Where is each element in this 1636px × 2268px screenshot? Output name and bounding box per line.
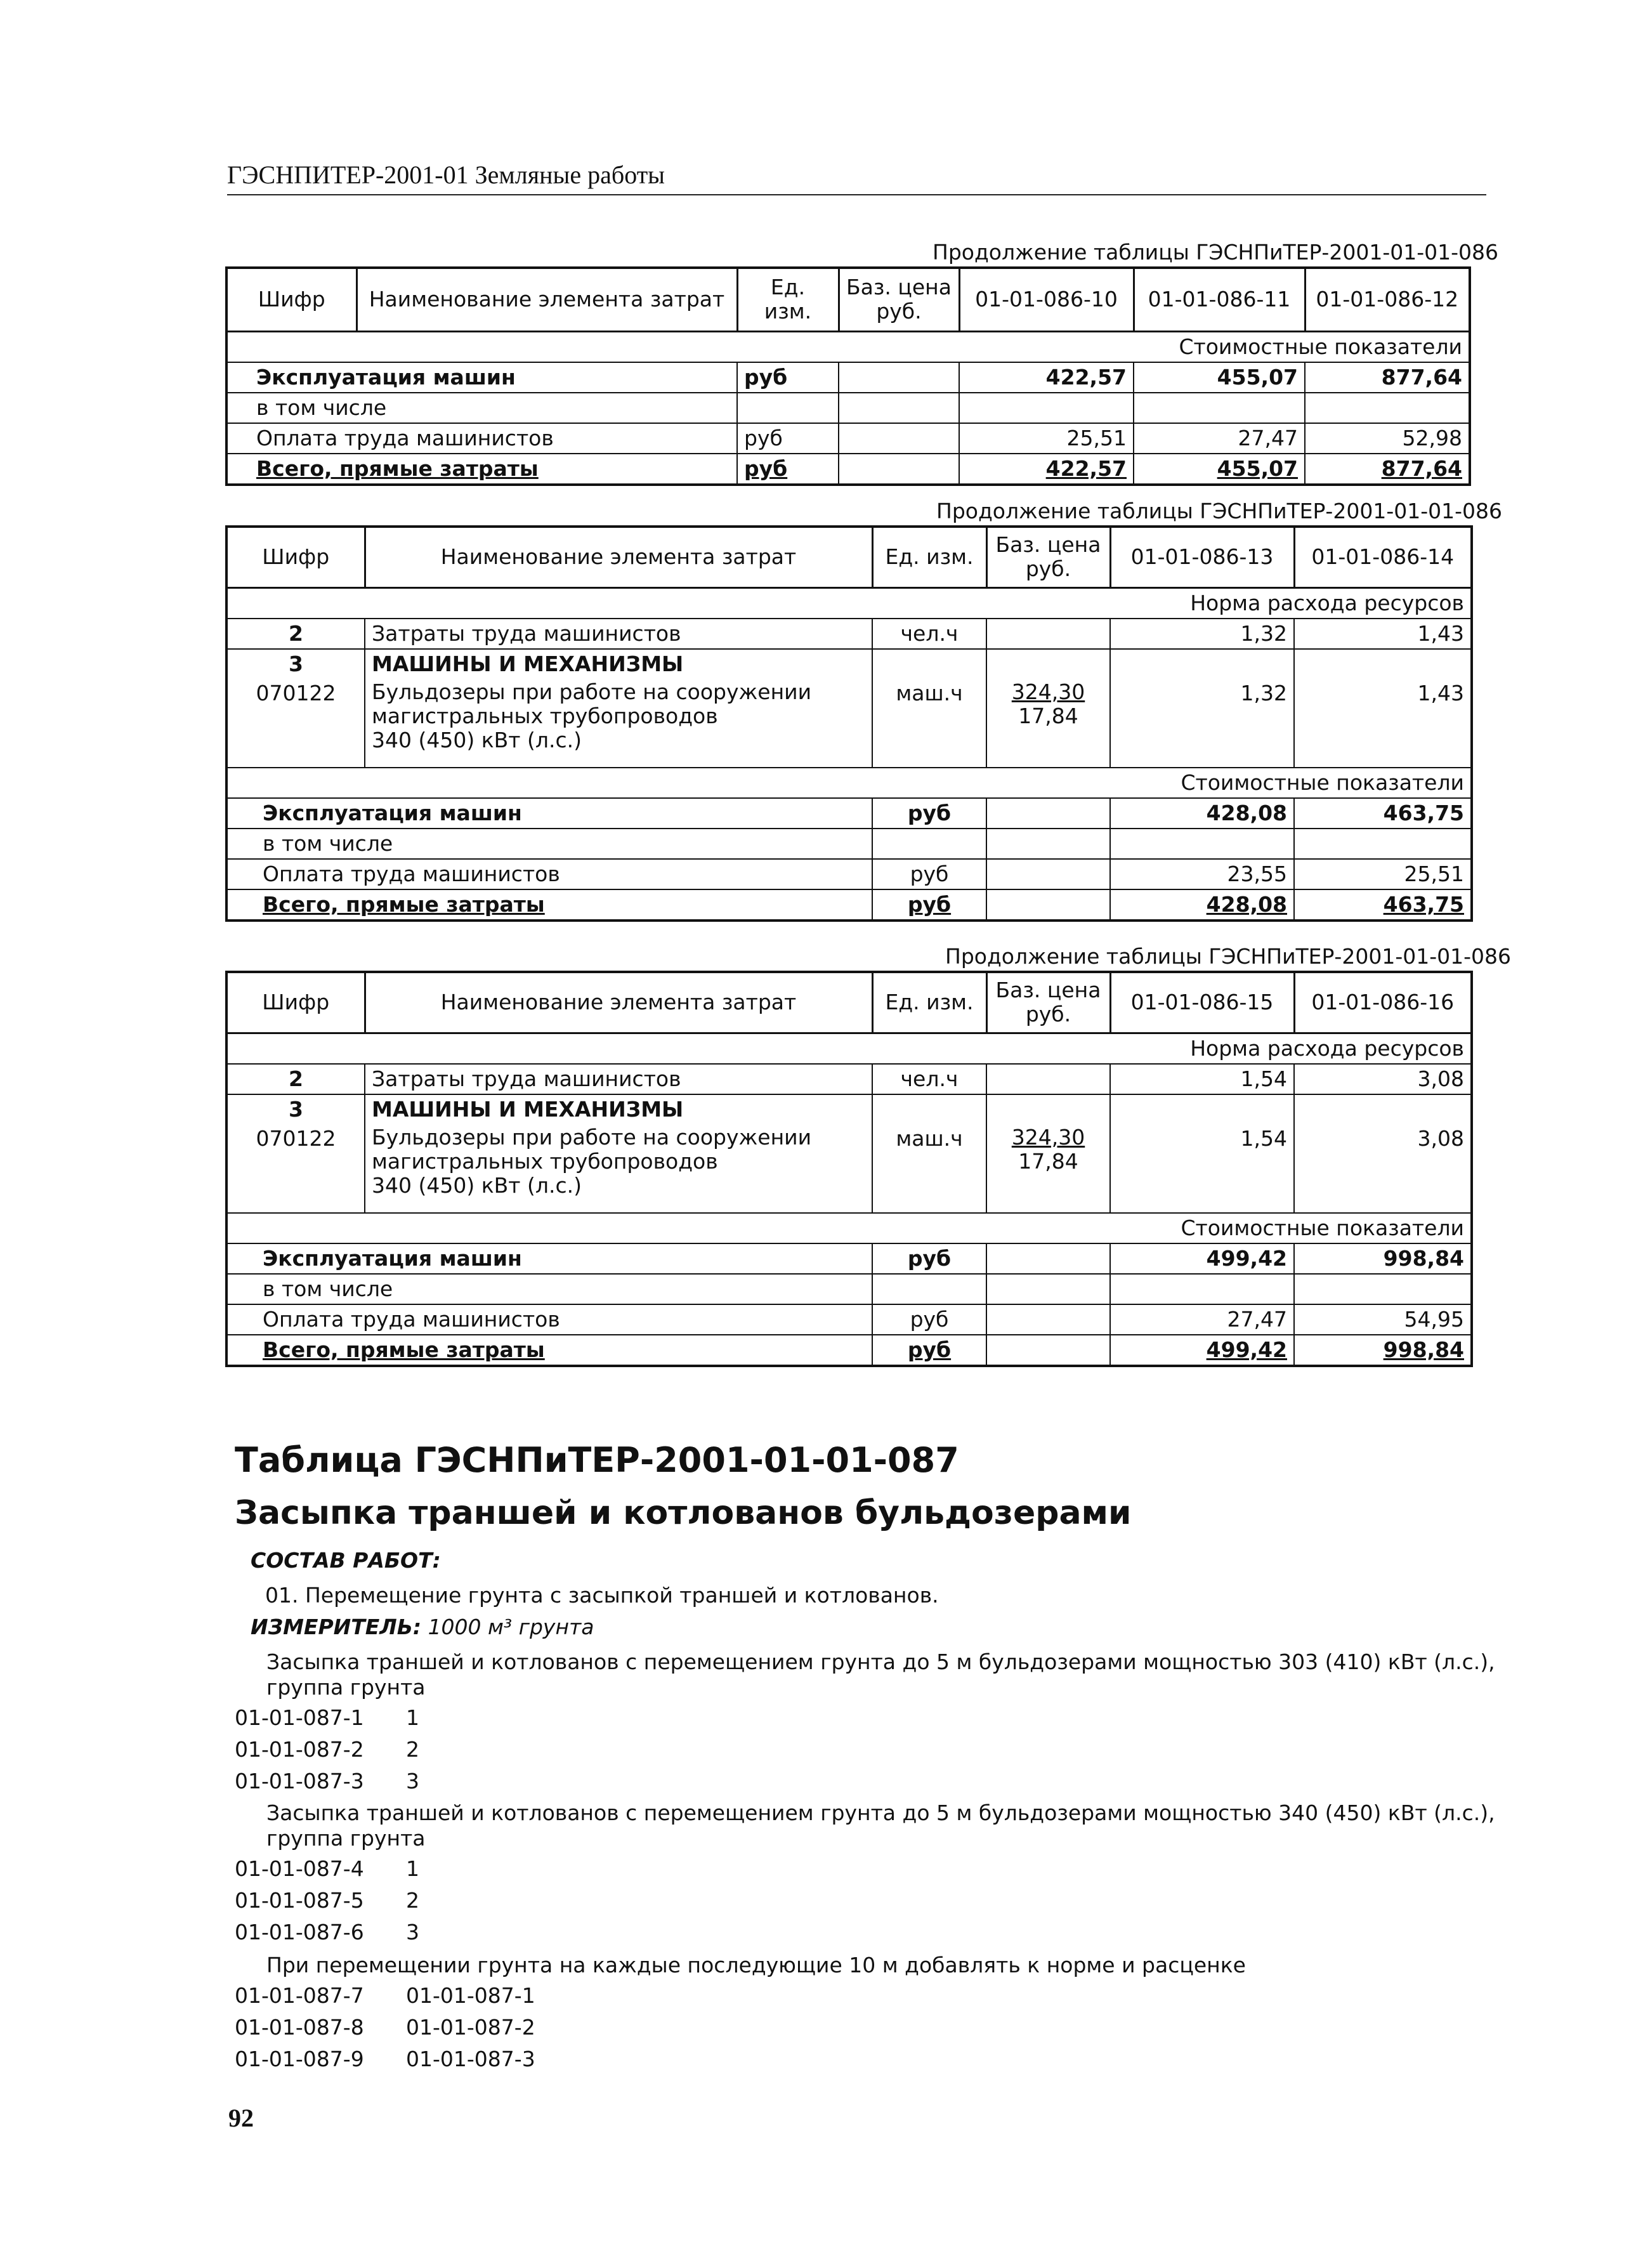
header-code: Шифр bbox=[226, 972, 365, 1033]
row-value: 463,75 bbox=[1294, 798, 1472, 829]
item-value: 3 bbox=[406, 1769, 419, 1793]
item-value: 01-01-087-3 bbox=[406, 2047, 535, 2071]
header-col: 01-01-086-13 bbox=[1110, 527, 1294, 587]
code-item bbox=[235, 1983, 535, 2008]
table-caption: Продолжение таблицы ГЭСНПиТЕР-2001-01-01-086 bbox=[936, 499, 1503, 523]
row-name: Эксплуатация машин bbox=[226, 362, 737, 393]
row-name: Затраты труда машинистов bbox=[365, 1064, 872, 1094]
row-name: Всего, прямые затраты bbox=[226, 454, 737, 485]
row-name bbox=[365, 1124, 872, 1213]
row-unit: руб bbox=[737, 362, 839, 393]
table-caption: Продолжение таблицы ГЭСНПиТЕР-2001-01-01-086 bbox=[933, 240, 1499, 265]
row-name: Всего, прямые затраты bbox=[226, 1335, 872, 1366]
row-name: Эксплуатация машин bbox=[226, 1243, 872, 1274]
section-label: Стоимостные показатели bbox=[226, 1213, 1472, 1243]
header-col: 01-01-086-16 bbox=[1294, 972, 1472, 1033]
price-base: 324,30 bbox=[1011, 679, 1085, 704]
row-code: 2 bbox=[226, 619, 365, 649]
row-name: Затраты труда машинистов bbox=[365, 619, 872, 649]
code-item bbox=[235, 2047, 535, 2071]
row-value: 23,55 bbox=[1110, 859, 1294, 889]
row-unit: руб bbox=[872, 798, 986, 829]
row-unit: руб bbox=[872, 1304, 986, 1335]
section-label: Норма расхода ресурсов bbox=[226, 587, 1472, 619]
row-value: 25,51 bbox=[1294, 859, 1472, 889]
cost-table-3 bbox=[225, 971, 1473, 1367]
item-code: 01-01-087-7 bbox=[235, 1983, 364, 2008]
row-code: 2 bbox=[226, 1064, 365, 1094]
header-name: Наименование элемента затрат bbox=[365, 972, 872, 1033]
row-value: 27,47 bbox=[1110, 1304, 1294, 1335]
row-value: 3,08 bbox=[1294, 1064, 1472, 1094]
name-line: Бульдозеры при работе на сооружении bbox=[372, 1124, 812, 1150]
row-value: 1,32 bbox=[1110, 679, 1294, 768]
row-value: 1,43 bbox=[1294, 619, 1472, 649]
price-labor: 17,84 bbox=[1018, 1148, 1078, 1174]
header-name: Наименование элемента затрат bbox=[357, 268, 737, 331]
row-unit: руб bbox=[872, 1335, 986, 1366]
running-header: ГЭСНПИТЕР-2001-01 Земляные работы bbox=[227, 161, 665, 189]
row-code: 3 bbox=[226, 1094, 365, 1124]
row-value: 422,57 bbox=[959, 362, 1134, 393]
item-code: 01-01-087-1 bbox=[235, 1705, 364, 1730]
row-value: 428,08 bbox=[1110, 889, 1294, 921]
row-value: 1,43 bbox=[1294, 679, 1472, 768]
row-name: Оплата труда машинистов bbox=[226, 1304, 872, 1335]
row-unit: маш.ч bbox=[872, 1124, 986, 1213]
item-value: 2 bbox=[406, 1737, 419, 1762]
price-labor: 17,84 bbox=[1018, 703, 1078, 728]
header-col: 01-01-086-11 bbox=[1134, 268, 1305, 331]
row-name: в том числе bbox=[226, 829, 872, 859]
code-item bbox=[235, 2015, 535, 2040]
row-name: Всего, прямые затраты bbox=[226, 889, 872, 921]
item-code: 01-01-087-9 bbox=[235, 2047, 364, 2071]
row-name bbox=[365, 679, 872, 768]
header-col: 01-01-086-12 bbox=[1305, 268, 1470, 331]
table-caption: Продолжение таблицы ГЭСНПиТЕР-2001-01-01-086 bbox=[945, 944, 1512, 969]
group-description: Засыпка траншей и котлованов с перемещением грунта до 5 м бульдозерами мощностью 303 (410) кВт (л.с.), bbox=[266, 1649, 1495, 1674]
row-name: Оплата труда машинистов bbox=[226, 859, 872, 889]
measure-value: 1000 м³ грунта bbox=[428, 1615, 594, 1639]
work-composition-label: СОСТАВ РАБОТ: bbox=[251, 1548, 441, 1573]
row-value: 877,64 bbox=[1305, 454, 1470, 485]
row-unit: руб bbox=[872, 1243, 986, 1274]
code-item bbox=[235, 1737, 419, 1762]
row-name: МАШИНЫ И МЕХАНИЗМЫ bbox=[365, 1094, 872, 1124]
measure-line bbox=[251, 1615, 594, 1639]
item-value: 3 bbox=[406, 1920, 419, 1944]
header-price: Баз. цена руб. bbox=[986, 972, 1110, 1033]
row-value: 455,07 bbox=[1134, 362, 1305, 393]
row-value: 3,08 bbox=[1294, 1124, 1472, 1213]
row-unit: руб bbox=[872, 859, 986, 889]
row-unit: руб bbox=[737, 423, 839, 454]
header-unit: Ед. изм. bbox=[737, 268, 839, 331]
row-value: 463,75 bbox=[1294, 889, 1472, 921]
group-description: группа грунта bbox=[266, 1675, 426, 1700]
row-value: 1,54 bbox=[1110, 1064, 1294, 1094]
row-value: 499,42 bbox=[1110, 1243, 1294, 1274]
table-subtitle: Засыпка траншей и котлованов бульдозерами bbox=[235, 1494, 1132, 1532]
row-price bbox=[986, 1124, 1110, 1213]
code-item bbox=[235, 1705, 419, 1730]
row-value: 455,07 bbox=[1134, 454, 1305, 485]
header-rule bbox=[227, 194, 1486, 195]
item-code: 01-01-087-3 bbox=[235, 1769, 364, 1793]
row-unit: маш.ч bbox=[872, 679, 986, 768]
name-line: магистральных трубопроводов bbox=[372, 703, 718, 728]
table-title: Таблица ГЭСНПиТЕР-2001-01-01-087 bbox=[235, 1440, 959, 1480]
section-label: Стоимостные показатели bbox=[226, 768, 1472, 798]
header-price: Баз. цена руб. bbox=[839, 268, 959, 331]
measure-label: ИЗМЕРИТЕЛЬ: bbox=[251, 1615, 422, 1639]
row-unit: руб bbox=[872, 889, 986, 921]
name-line: 340 (450) кВт (л.с.) bbox=[372, 1172, 582, 1198]
header-col: 01-01-086-14 bbox=[1294, 527, 1472, 587]
item-code: 01-01-087-8 bbox=[235, 2015, 364, 2040]
work-item: 01. Перемещение грунта с засыпкой траншей и котлованов. bbox=[265, 1583, 939, 1608]
price-base: 324,30 bbox=[1011, 1124, 1085, 1150]
header-price: Баз. цена руб. bbox=[986, 527, 1110, 587]
header-unit: Ед. изм. bbox=[872, 972, 986, 1033]
row-code: 3 bbox=[226, 649, 365, 679]
header-col: 01-01-086-10 bbox=[959, 268, 1134, 331]
item-code: 01-01-087-4 bbox=[235, 1856, 364, 1881]
row-name: МАШИНЫ И МЕХАНИЗМЫ bbox=[365, 649, 872, 679]
row-value: 877,64 bbox=[1305, 362, 1470, 393]
row-unit: чел.ч bbox=[872, 619, 986, 649]
row-value: 52,98 bbox=[1305, 423, 1470, 454]
name-line: магистральных трубопроводов bbox=[372, 1148, 718, 1174]
item-value: 01-01-087-2 bbox=[406, 2015, 535, 2040]
item-code: 01-01-087-2 bbox=[235, 1737, 364, 1762]
code-item bbox=[235, 1888, 419, 1913]
row-unit: руб bbox=[737, 454, 839, 485]
cost-table-1 bbox=[225, 266, 1471, 486]
section-label: Стоимостные показатели bbox=[226, 331, 1470, 362]
header-code: Шифр bbox=[226, 268, 357, 331]
name-line: 340 (450) кВт (л.с.) bbox=[372, 727, 582, 752]
section-label: Норма расхода ресурсов bbox=[226, 1033, 1472, 1064]
code-item bbox=[235, 1769, 419, 1793]
row-value: 54,95 bbox=[1294, 1304, 1472, 1335]
row-price bbox=[839, 362, 959, 393]
row-unit: чел.ч bbox=[872, 1064, 986, 1094]
header-name: Наименование элемента затрат bbox=[365, 527, 872, 587]
row-value: 25,51 bbox=[959, 423, 1134, 454]
code-item bbox=[235, 1920, 419, 1944]
row-value: 428,08 bbox=[1110, 798, 1294, 829]
row-value: 1,32 bbox=[1110, 619, 1294, 649]
row-name: в том числе bbox=[226, 1274, 872, 1304]
item-value: 1 bbox=[406, 1856, 419, 1881]
row-value: 422,57 bbox=[959, 454, 1134, 485]
row-value: 998,84 bbox=[1294, 1335, 1472, 1366]
item-value: 2 bbox=[406, 1888, 419, 1913]
row-value: 27,47 bbox=[1134, 423, 1305, 454]
name-line: Бульдозеры при работе на сооружении bbox=[372, 679, 812, 704]
row-price bbox=[986, 679, 1110, 768]
group-description: группа грунта bbox=[266, 1826, 426, 1851]
header-code: Шифр bbox=[226, 527, 365, 587]
row-name: Эксплуатация машин bbox=[226, 798, 872, 829]
row-code: 070122 bbox=[226, 679, 365, 768]
item-value: 1 bbox=[406, 1705, 419, 1730]
item-code: 01-01-087-6 bbox=[235, 1920, 364, 1944]
page-number: 92 bbox=[228, 2104, 254, 2132]
group-description: При перемещении грунта на каждые последующие 10 м добавлять к норме и расценке bbox=[266, 1953, 1246, 1977]
group-description: Засыпка траншей и котлованов с перемещением грунта до 5 м бульдозерами мощностью 340 (450) кВт (л.с.), bbox=[266, 1800, 1495, 1825]
row-value: 499,42 bbox=[1110, 1335, 1294, 1366]
row-value: 1,54 bbox=[1110, 1124, 1294, 1213]
row-name: Оплата труда машинистов bbox=[226, 423, 737, 454]
header-col: 01-01-086-15 bbox=[1110, 972, 1294, 1033]
row-name: в том числе bbox=[226, 393, 737, 423]
header-unit: Ед. изм. bbox=[872, 527, 986, 587]
code-item bbox=[235, 1856, 419, 1881]
item-value: 01-01-087-1 bbox=[406, 1983, 535, 2008]
item-code: 01-01-087-5 bbox=[235, 1888, 364, 1913]
cost-table-2 bbox=[225, 525, 1473, 922]
row-code: 070122 bbox=[226, 1124, 365, 1213]
row-value: 998,84 bbox=[1294, 1243, 1472, 1274]
